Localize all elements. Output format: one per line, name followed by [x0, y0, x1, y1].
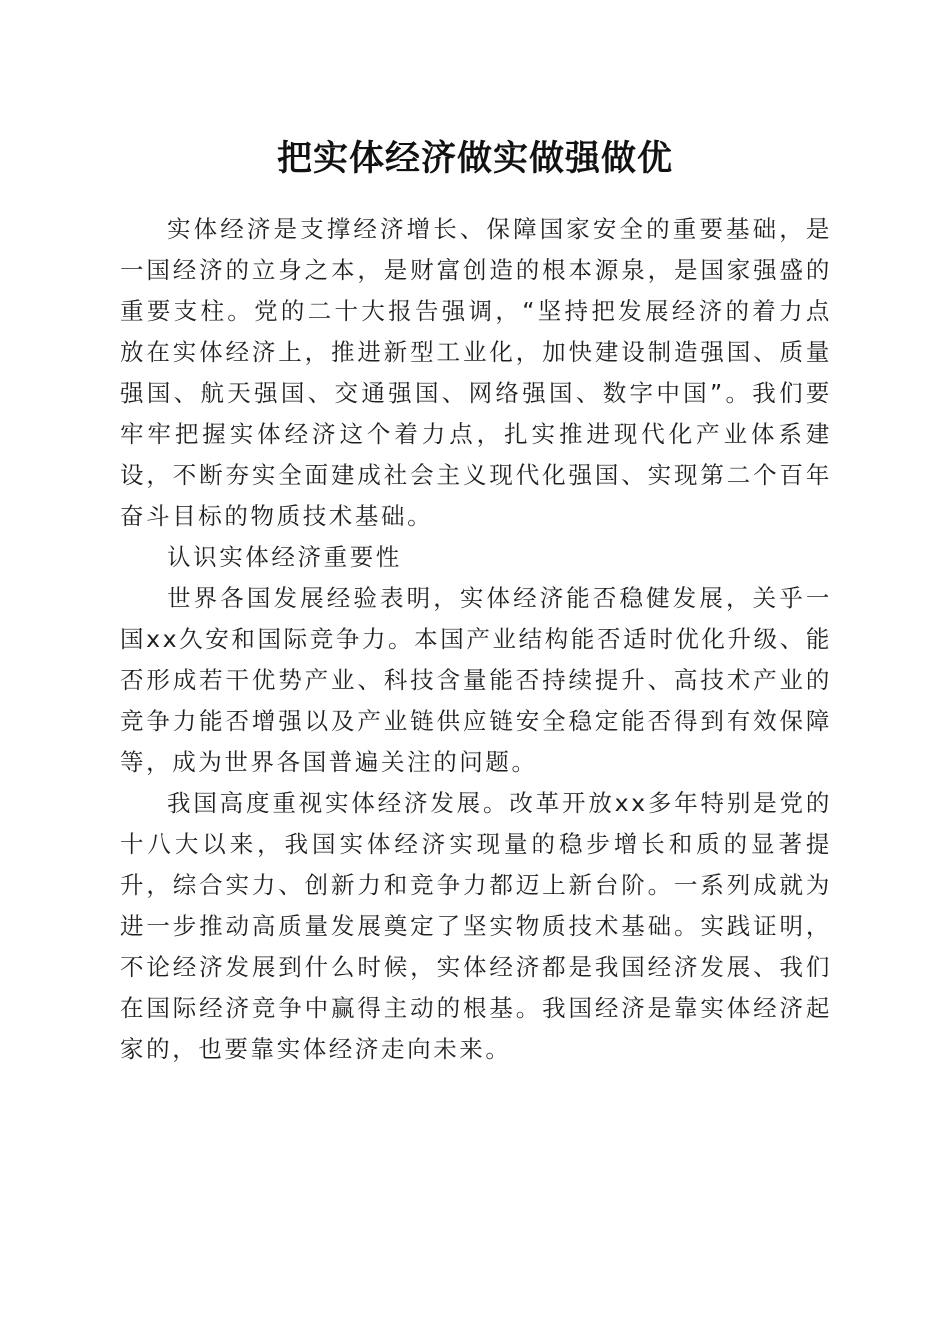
paragraph-intro: 实体经济是支撑经济增长、保障国家安全的重要基础，是一国经济的立身之本，是财富创造的根本源泉，是国家强盛的重要支柱。党的二十大报告强调，“坚持把发展经济的着力点放在实体经济上，推进新型工业化，加快建设制造强国、质量强国、航天强国、交通强国、网络强国、数字中国”。我们要牢牢把握实体经济这个着力点，扎实推进现代化产业体系建设，不断夯实全面建成社会主义现代化强国、实现第二个百年奋斗目标的物质技术基础。 [120, 215, 832, 530]
paragraph-experience: 世界各国发展经验表明，实体经济能否稳健发展，关乎一国xx久安和国际竞争力。本国产业结构能否适时优化升级、能否形成若干优势产业、科技含量能否持续提升、高技术产业的竞争力能否增强以及产业链供应链安全稳定能否得到有效保障等，成为世界各国普遍关注的问题。 [120, 584, 832, 776]
document-body [120, 209, 832, 1070]
paragraph-china-emphasis: 我国高度重视实体经济发展。改革开放xx多年特别是党的十八大以来，我国实体经济实现量的稳步增长和质的显著提升，综合实力、创新力和竞争力都迈上新台阶。一系列成就为进一步推动高质量发展奠定了坚实物质技术基础。实践证明，不论经济发展到什么时候，实体经济都是我国经济发展、我们在国际经济竞争中赢得主动的根基。我国经济是靠实体经济起家的，也要靠实体经济走向未来。 [120, 789, 832, 1063]
document-title: 把实体经济做实做强做优 [276, 138, 673, 179]
section-heading: 认识实体经济重要性 [167, 543, 402, 571]
